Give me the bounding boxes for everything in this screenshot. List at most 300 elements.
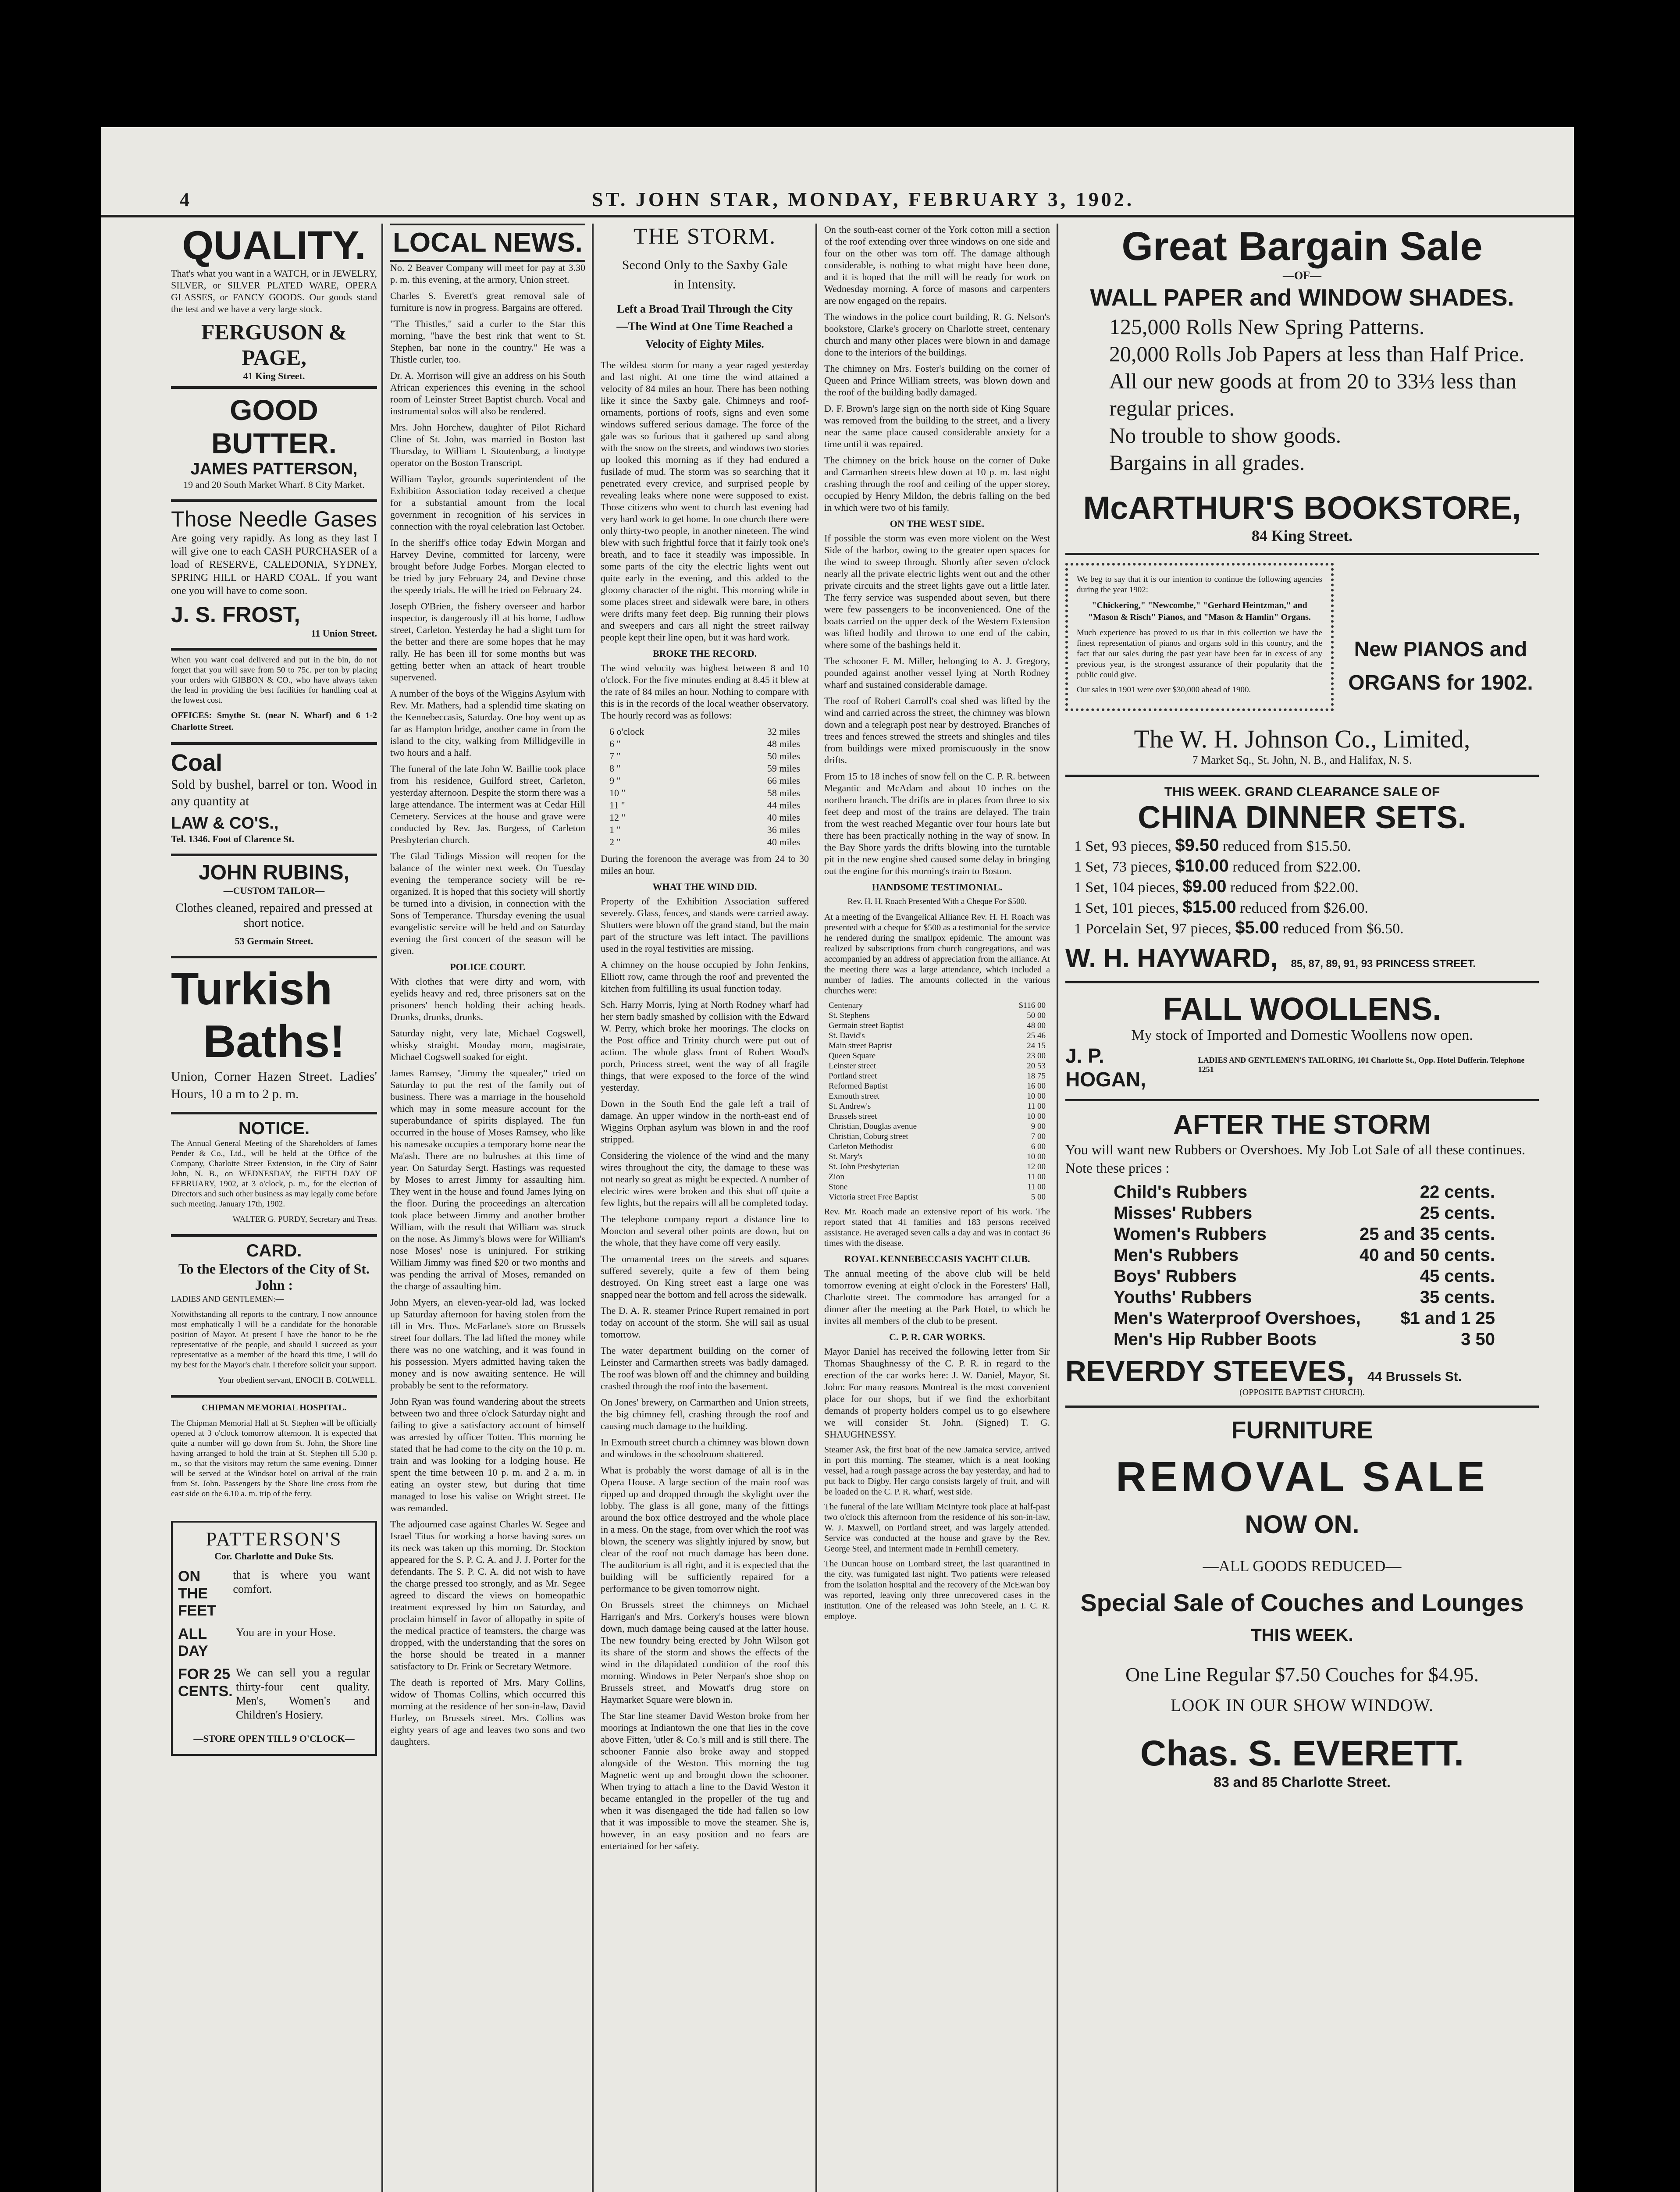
gases-title: Those Needle Gases <box>171 507 377 531</box>
after-storm-sub: You will want new Rubbers or Overshoes. My Job Lot Sale of all these continues. Note these prices : <box>1065 1142 1526 1176</box>
local-news-title: LOCAL NEWS. <box>390 224 585 262</box>
rubber-row-value: 45 cents. <box>1420 1267 1495 1286</box>
wind-row-label: 2 " <box>609 836 621 847</box>
church-row-value: 11 00 <box>1027 1182 1046 1192</box>
china-item-desc: 1 Set, 104 pieces, <box>1074 879 1183 896</box>
everett-name: Chas. S. EVERETT. <box>1140 1733 1464 1773</box>
church-row-label: Main street Baptist <box>829 1041 892 1050</box>
china-top: THIS WEEK. GRAND CLEARANCE SALE OF <box>1164 785 1440 799</box>
column-rule <box>381 224 383 2192</box>
china-title: CHINA DINNER SETS. <box>1138 800 1466 835</box>
wind-row-label: 9 " <box>609 775 621 786</box>
church-row-value: 10 00 <box>1027 1152 1046 1161</box>
news-item: Charles S. Everett's great removal sale of furniture is now in progress. Bargains are offered. <box>390 290 585 313</box>
church-row <box>829 1061 1046 1071</box>
wind-row <box>609 811 800 824</box>
church-row <box>829 1031 1046 1041</box>
china-item-reduced: reduced from $22.00. <box>1228 859 1361 875</box>
church-row-value: 10 00 <box>1027 1092 1046 1101</box>
wind-row-label: 7 " <box>609 751 621 762</box>
china-item-price: $15.00 <box>1182 897 1236 917</box>
pattersons-l3: FOR 25 CENTS. <box>178 1666 233 1700</box>
newspaper-page <box>101 127 1574 2192</box>
news-item: The Duncan house on Lombard street, the last quarantined in the city, was fumigated last night. Two patients were released from the isolation hospital and the recovery of the McEwan boy was reported, leaving only three unrecovered cases in the institution. One of the released was John Steele, an I. C. R. employe. <box>824 1559 1050 1621</box>
column-storm <box>601 224 809 1856</box>
bargain-line: All our new goods at from 20 to 33⅓ less than regular prices. <box>1109 369 1517 420</box>
bargain-line: 125,000 Rolls New Spring Patterns. <box>1109 314 1425 339</box>
storm-para: The wildest storm for many a year raged yesterday and last night. At one time the wind attained a velocity of 84 miles an hour. There has been nothing like it since the Saxby gale. Chimneys and roof-ornaments, portions of roofs, signs and even some windows suffered serious damage. The force of the gale was so furious that it gathered up sand along with the snow on the streets, and windows two stories up looked this morning as if they had endured a fusilade of mud. The storm was so searching that it penetrated every crevice, and surprised people by revealing leaks where none were supposed to exist. Those citizens who went to church last evening had very hard work to get home. In one church there were only thirty-two people, in another nineteen. The wind blew with such frightful force that it fairly took one's breath, and to face it steadily was impossible. In some parts of the city the electric lights went out quite early in the evening, and this added to the gloomy character of the night. This morning while in some places street and sidewalk were bare, in others were drifts many feet deep. Big running their plows and sweepers and cars all night the street railway people kept their line open, but it was hard work. <box>601 359 809 643</box>
yacht-heading: ROYAL KENNEBECCASIS YACHT CLUB. <box>844 1253 1030 1264</box>
steeves-addr: 44 Brussels St. <box>1367 1370 1462 1384</box>
rubber-list <box>1065 1177 1539 1354</box>
column-local-news <box>390 224 585 1752</box>
bargain-subhead: WALL PAPER and WINDOW SHADES. <box>1090 285 1514 311</box>
wind-row-label: 1 " <box>609 824 621 835</box>
pattersons-t2: You are in your Hose. <box>236 1626 336 1639</box>
church-row-value: 11 00 <box>1027 1172 1046 1181</box>
column-rule <box>592 224 594 2192</box>
church-row-value: 10 00 <box>1027 1112 1046 1121</box>
masthead: ST. JOHN STAR, MONDAY, FEBRUARY 3, 1902. <box>592 188 1135 210</box>
turkish-title-1: Turkish <box>171 964 332 1014</box>
wind-heading: WHAT THE WIND DID. <box>652 881 757 892</box>
court-item: John Ryan was found wandering about the streets between two and three o'clock Saturday night and failing to give a satisfactory account of himself was arrested by officer Totten. This morning he stated that he had come to the city on the 10 p. m. train and was looking for a lodging house. He spent the time between 10 p. m. and 2 a. m. in eating an oyster stew, but during that time managed to lose his valise on Wright street. He was remanded. <box>390 1396 585 1513</box>
steeves-name: REVERDY STEEVES, <box>1065 1355 1355 1387</box>
rubber-row-label: Men's Waterproof Overshoes, <box>1114 1309 1361 1328</box>
storm-para: The wind velocity was highest between 8 and 10 o'clock. For the five minutes ending at 8.45 it blew at the rate of 84 miles an hour. Nothing to compare with this is in the records of the local weather observatory. The hourly record was as follows: <box>601 662 809 721</box>
cpr-heading: C. P. R. CAR WORKS. <box>889 1331 985 1342</box>
west-side-heading: ON THE WEST SIDE. <box>890 518 985 529</box>
news-item: The funeral of the late John W. Baillie took place from his residence, Guilford street, Carleton, yesterday afternoon. Despite the storm there was a large attendance. The interment was at Cedar Hill Cemetery. Services at the house and grave were conducted by Rev. Jas. Burgess, of Carleton Presbyterian church. <box>390 763 585 845</box>
wind-row-value: 50 miles <box>767 751 800 762</box>
storm-para: The telephone company report a distance line to Moncton and several other points are down, but on the whole, that they have come off very easily. <box>601 1213 809 1248</box>
butter-title: GOOD BUTTER. <box>211 394 337 459</box>
rubber-row <box>1114 1245 1495 1266</box>
storm-para: The ornamental trees on the streets and squares suffered severely, quite a few of them being destroyed. On King street east a large one was snapped near the bottom and fell across the sidewalk. <box>601 1253 809 1300</box>
storm-para: Down in the South End the gale left a trail of damage. An upper window in the north-east end of Wiggins Orphan asylum was blown in and the roof stripped. <box>601 1098 809 1145</box>
church-row-value: 16 00 <box>1027 1082 1046 1091</box>
card-heading: To the Electors of the City of St. John : <box>178 1261 370 1293</box>
rubber-row-label: Boys' Rubbers <box>1114 1267 1237 1286</box>
china-item-price: $9.50 <box>1175 836 1219 855</box>
frost-addr: 11 Union Street. <box>311 628 377 639</box>
wind-row-label: 10 " <box>609 787 626 798</box>
card-sign: Your obedient servant, ENOCH B. COLWELL. <box>218 1376 377 1385</box>
rubber-row-value: 25 cents. <box>1420 1203 1495 1223</box>
rubber-row-value: 3 50 <box>1461 1330 1495 1349</box>
rubber-row-value: 25 and 35 cents. <box>1359 1224 1495 1244</box>
rubber-row-value: 22 cents. <box>1420 1182 1495 1202</box>
frost-name: J. S. FROST, <box>171 602 300 627</box>
wind-row <box>609 787 800 799</box>
church-row-value: 23 00 <box>1027 1051 1046 1060</box>
piano-text-3: Our sales in 1901 were over $30,000 ahead of 1900. <box>1077 685 1251 694</box>
news-item: The funeral of the late William McIntyre took place at half-past two o'clock this afternoon from the residence of his son-in-law, W. J. Maxwell, on Portland street, and was largely attended. Service was conducted at the house and grave by the Rev. George Steel, and interment made in Fernhill cemetery. <box>824 1502 1050 1554</box>
china-item <box>1074 877 1539 897</box>
cpr-para: Mayor Daniel has received the following letter from Sir Thomas Shaughnessy of the C. P. R. in regard to the erection of the car works here: J. W. Daniel, Mayor, St. John: For many reasons Montreal is the most convenient place for our shops, but if we find the exhorbitant demands of property holders compel us to go elsewhere we will consider St. John. (Signed) T. G. SHAUGHNESSY. <box>824 1346 1050 1440</box>
china-item-reduced: reduced from $22.00. <box>1226 879 1359 896</box>
storm-subhead-1: Second Only to the Saxby Gale in Intensity. <box>622 258 788 292</box>
all-goods-reduced: —ALL GOODS REDUCED— <box>1203 1557 1402 1575</box>
church-row-label: Germain street Baptist <box>829 1021 904 1030</box>
news-item: William Taylor, grounds superintendent of the Exhibition Association today received a cheque for a substantial amount from the local government in recognition of his services in connection with the royal celebration last October. <box>390 473 585 532</box>
church-row-value: $116 00 <box>1018 1001 1046 1010</box>
china-list <box>1065 836 1539 939</box>
church-row-label: Exmouth street <box>829 1092 879 1101</box>
testimonial-para: Rev. Mr. Roach made an extensive report of his work. The report stated that 41 families and 183 persons received assistance. He averaged seven calls a day and was in contact 36 times with the disease. <box>824 1207 1050 1248</box>
testimonial-heading: HANDSOME TESTIMONIAL. <box>872 882 1003 893</box>
turkish-text: Union, Corner Hazen Street. Ladies' Hours, 10 a m to 2 p. m. <box>171 1069 377 1101</box>
church-table <box>829 1000 1046 1202</box>
news-item: Mrs. John Horchew, daughter of Pilot Richard Cline of St. John, was married in Boston last Thursday, to William I. Stoutenburg, a linotype operator on the Boston Transcript. <box>390 422 585 468</box>
rubber-row <box>1114 1287 1495 1308</box>
storm-subhead-2: Left a Broad Trail Through the City —The Wind at One Time Reached a Velocity of Eighty Miles. <box>616 302 793 350</box>
china-item <box>1074 856 1539 877</box>
wind-row-label: 8 " <box>609 763 621 774</box>
china-item <box>1074 836 1539 856</box>
church-row-value: 20 53 <box>1027 1061 1046 1071</box>
notice-title: NOTICE. <box>238 1119 310 1138</box>
church-row <box>829 1132 1046 1142</box>
rubins-name: JOHN RUBINS, <box>198 861 350 884</box>
wind-row <box>609 738 800 750</box>
church-row-value: 12 00 <box>1027 1162 1046 1171</box>
church-row-label: St. Stephens <box>829 1011 870 1020</box>
law-firm: LAW & CO'S., <box>171 814 279 833</box>
china-item-desc: 1 Set, 73 pieces, <box>1074 859 1175 875</box>
chipman-title: CHIPMAN MEMORIAL HOSPITAL. <box>201 1403 347 1413</box>
storm-para: The windows in the police court building, R. G. Nelson's bookstore, Clarke's grocery on Charlotte street, centenary church and many other places were blown in and damage done to the interiors of the buildings. <box>824 311 1050 358</box>
record-heading: BROKE THE RECORD. <box>652 648 757 659</box>
china-item-desc: 1 Set, 101 pieces, <box>1074 900 1183 916</box>
storm-title: THE STORM. <box>633 224 776 249</box>
johnson-addr: 7 Market Sq., St. John, N. B., and Halifax, N. S. <box>1192 754 1412 766</box>
rubber-row <box>1114 1203 1495 1224</box>
storm-para: The chimney on the brick house on the corner of Duke and Carmarthen streets blew down at 10 p. m. last night crashing through the roof and ceiling of the upper storey, occupied by Henry Mildon, the debris falling on the bed in which were two of his family. <box>824 455 1050 513</box>
rubber-row <box>1114 1329 1495 1350</box>
rubber-row <box>1114 1224 1495 1245</box>
rubber-row-value: $1 and 1 25 <box>1400 1309 1495 1328</box>
coal-text: Sold by bushel, barrel or ton. Wood in any quantity at <box>171 777 377 808</box>
wind-row-label: 12 " <box>609 812 626 823</box>
wind-row-value: 44 miles <box>767 800 800 811</box>
rubins-text: Clothes cleaned, repaired and pressed at short notice. <box>175 901 373 930</box>
wind-row <box>609 762 800 775</box>
church-row-label: St. David's <box>829 1031 865 1040</box>
china-item-reduced: reduced from $26.00. <box>1236 900 1368 916</box>
church-row <box>829 1111 1046 1121</box>
storm-para: D. F. Brown's large sign on the north side of King Square was removed from the building to the street, and a livery near the same place caused considerable anxiety for a time until it was repaired. <box>824 403 1050 449</box>
china-item-desc: 1 Porcelain Set, 97 pieces, <box>1074 921 1235 937</box>
court-item: James Ramsey, "Jimmy the squealer," tried on Saturday to put the rest of the family out of business. There was a marriage in the household which may in some measure account for the superabundance of spirits displayed. The fun occurred in the house of Moses Ramsey, who like his namesake occupies a temporary home near the Ma'ash. There are no bulrushes at this time of year. On Saturday Sergt. Hastings was requested by Moses to arrest Jimmy for assaulting him. They went in the house and found James lying on the floor. During the proceedings an altercation took place between Jimmy and another brother William, with the result that William was struck on the nose. As Jimmy's blows were for William's nose Moses' nose is uninjured. For striking William Jimmy was fined $20 or two months and was pending the arrival of Moses, remanded on the charge of assaulting him. <box>390 1068 585 1292</box>
law-addr: Tel. 1346. Foot of Clarence St. <box>171 833 295 844</box>
church-row-value: 7 00 <box>1031 1132 1046 1141</box>
church-row-value: 24 15 <box>1027 1041 1046 1050</box>
column-rule <box>815 224 817 2192</box>
china-item-reduced: reduced from $6.50. <box>1279 921 1404 937</box>
card-title: CARD. <box>246 1241 302 1260</box>
court-item: With clothes that were dirty and worn, with eyelids heavy and red, three prisoners sat on the prisoners' bench holding their aching heads. Drunks, drunks, drunks. <box>390 976 585 1022</box>
storm-para: What is probably the worst damage of all is in the Opera House. A large section of the main roof was ripped up and dropped through the skylight over the lobby. The glass is all gone, many of the fittings around the box office destroyed and the whole place in a mess. On the stage, from over which the roof was blown, the scenery was slightly injured by snow, but clear of the roof not much damage has been done. The auditorium is all right, and it is expected that the building will be sufficiently repaired for a performance to be given tomorrow night. <box>601 1465 809 1594</box>
church-row-label: Centenary <box>829 1001 863 1010</box>
church-row-label: Portland street <box>829 1071 877 1081</box>
wind-table <box>609 726 800 848</box>
quality-text: That's what you want in a WATCH, or in JEWELRY, SILVER, or SILVER PLATED WARE, OPERA GLASSES, or FANCY GOODS. Our goods stand the test and we have a very large stock. <box>171 268 377 314</box>
storm-para: The schooner F. M. Miller, belonging to A. J. Gregory, pounded against another vessel lying at North Rodney wharf and sustained considerable damage. <box>824 655 1050 690</box>
testimonial-subhead: Rev. H. H. Roach Presented With a Cheque For $500. <box>847 897 1027 906</box>
church-row-label: Brussels street <box>829 1112 877 1121</box>
wind-row-label: 6 " <box>609 738 621 749</box>
rubber-row-label: Youths' Rubbers <box>1114 1288 1252 1307</box>
church-row-value: 18 75 <box>1027 1071 1046 1081</box>
quality-addr: 41 King Street. <box>243 370 305 381</box>
mcarthur-title: McARTHUR'S BOOKSTORE, <box>1083 490 1521 526</box>
bargain-of: —OF— <box>1282 269 1322 282</box>
rubber-row-label: Child's Rubbers <box>1114 1182 1248 1202</box>
china-item-price: $9.00 <box>1182 877 1227 896</box>
wind-row-value: 48 miles <box>767 738 800 749</box>
woollens-sub: My stock of Imported and Domestic Woollens now open. <box>1131 1027 1473 1043</box>
china-item-reduced: reduced from $15.50. <box>1219 838 1351 854</box>
rubber-row-label: Men's Rubbers <box>1114 1245 1239 1265</box>
rubber-row-label: Misses' Rubbers <box>1114 1203 1253 1223</box>
pattersons-l1: ON THE FEET <box>178 1568 216 1619</box>
steeves-note: (OPPOSITE BAPTIST CHURCH). <box>1239 1388 1365 1397</box>
turkish-title-2: Baths! <box>203 1016 345 1067</box>
church-row-label: Christian, Coburg street <box>829 1132 908 1141</box>
church-row <box>829 1121 1046 1132</box>
church-row-value: 5 00 <box>1031 1192 1046 1202</box>
wind-row <box>609 775 800 787</box>
coal-notice: When you want coal delivered and put in the bin, do not forget that you will save from 50 to 75c. per ton by placing your orders with GIBBON & CO., who have always taken the lead in providing the best facilities for handling coal at the lowest cost. <box>171 655 377 705</box>
pattersons-t3: We can sell you a regular thirty-four cent quality. Men's, Women's and Children's Hosiery. <box>236 1666 370 1721</box>
church-row-value: 25 46 <box>1027 1031 1046 1040</box>
church-row-label: St. Mary's <box>829 1152 863 1161</box>
china-item-desc: 1 Set, 93 pieces, <box>1074 838 1175 854</box>
column-4 <box>824 224 1050 1626</box>
news-item: A number of the boys of the Wiggins Asylum with Rev. Mr. Mathers, had a splendid time skating on the Kennebeccasis, Saturday. One boy went up as far as Hampton bridge, another came in from the island to the city, walking from Millidgeville in two hours and a half. <box>390 688 585 758</box>
pattersons-foot: —STORE OPEN TILL 9 O'CLOCK— <box>193 1733 355 1744</box>
church-row <box>829 1081 1046 1091</box>
chipman-text: The Chipman Memorial Hall at St. Stephen will be officially opened at 3 o'clock tomorrow afternoon. It is expected that quite a number will go down from St. John, the Shore line having arranged to hold the train at St. Stephen till 5.30 p. m., so that the visitors may return the same evening. Dinner will be served at the Windsor hotel on arrival of the train from St. John. Passengers by the Shore line cross from the east side on the 6.10 a. m. trip of the ferry. <box>171 1419 377 1498</box>
furniture-title: FURNITURE <box>1231 1416 1373 1444</box>
rubber-row-value: 35 cents. <box>1420 1288 1495 1307</box>
church-row-label: Queen Square <box>829 1051 876 1060</box>
bargain-title: Great Bargain Sale <box>1121 224 1483 269</box>
storm-para: The chimney on Mrs. Foster's building on the corner of Queen and Prince William streets, was blown down and the roof of the building badly damaged. <box>824 363 1050 398</box>
everett-addr: 83 and 85 Charlotte Street. <box>1214 1774 1391 1790</box>
storm-para: On the south-east corner of the York cotton mill a section of the roof extending over three windows on one side and four on the other was torn off. The damage although considerable, is nothing to what might have been done, and it is hoped that the mill will be ready for work on Wednesday morning. A force of masons and carpenters are now engaged on the repairs. <box>824 224 1050 306</box>
news-item: Joseph O'Brien, the fishery overseer and harbor inspector, is dangerously ill at his home, Ludlow street, Carleton. Yesterday he had a slight turn for the better and there are some hopes that he may rally. He has been ill for some months but was getting better when an attack of heart trouble supervened. <box>390 601 585 683</box>
court-item: The adjourned case against Charles W. Segee and Israel Titus for working a horse having sores on its neck was taken up this morning. Dr. Stockton appeared for the S. P. C. A. and J. J. Porter for the defendants. The S. P. C. A. did not wish to have the charge pressed too strongly, and as Mr. Segee agreed to discard the views on homeopathic treatment expressed by him on Saturday, and proclaim himself in favor of allopathy in spite of the medical practice of teamsters, the charge was dropped, with the understanding that the sores on the horse should be treated in a manner satisfactory to Dr. Frink or Secretary Wetmore. <box>390 1519 585 1672</box>
rubber-row-label: Women's Rubbers <box>1114 1224 1267 1244</box>
storm-para: In Exmouth street church a chimney was blown down and windows in the schoolroom shattered. <box>601 1437 809 1459</box>
wind-row-value: 36 miles <box>767 824 800 835</box>
butter-firm: JAMES PATTERSON, <box>190 460 358 478</box>
pattersons-addr: Cor. Charlotte and Duke Sts. <box>214 1551 334 1562</box>
removal-title: REMOVAL SALE <box>1116 1453 1488 1500</box>
news-item: Steamer Ask, the first boat of the new Jamaica service, arrived in port this morning. The steamer, which is a neat looking vessel, had a rough passage across the bay yesterday, and had to put back to Digby. Her cargo consists largely of fruit, and will be loaded on the C. P. R. wharf, west side. <box>824 1445 1050 1497</box>
church-row-label: Leinster street <box>829 1061 876 1071</box>
hogan-name: J. P. HOGAN, <box>1065 1044 1146 1091</box>
church-row-label: Zion <box>829 1172 844 1181</box>
church-row <box>829 1182 1046 1192</box>
gases-text: Are going very rapidly. As long as they last I will give one to each CASH PURCHASER of a load of RESERVE, CALEDONIA, SYDNEY, SPRING HILL or HARD COAL. If you want one you will have to come soon. <box>171 533 377 597</box>
wind-row-value: 58 miles <box>767 787 800 798</box>
wind-row-value: 66 miles <box>767 775 800 786</box>
church-row <box>829 1192 1046 1202</box>
bargain-line: No trouble to show goods. <box>1109 423 1342 448</box>
church-row-value: 6 00 <box>1031 1142 1046 1151</box>
mcarthur-addr: 84 King Street. <box>1251 527 1353 544</box>
china-item-price: $5.00 <box>1235 918 1279 937</box>
testimonial-para: At a meeting of the Evangelical Alliance Rev. H. H. Roach was presented with a cheque for $500 as a testimonial for the service he rendered during the smallpox epidemic. The amount was realized by subscriptions from church congregations, and was accompanied by an address of appreciation from the alliance. At the meeting there was a large attendance, which included a number of ladies. The amounts collected in the various churches were: <box>824 912 1050 996</box>
news-item: Dr. A. Morrison will give an address on his South African experiences this evening in the school room of Leinster Street Baptist church. Vocal and instrumental solos will also be rendered. <box>390 370 585 416</box>
hayward-addr: 85, 87, 89, 91, 93 PRINCESS STREET. <box>1291 958 1476 970</box>
church-row <box>829 1152 1046 1162</box>
now-on: NOW ON. <box>1245 1510 1360 1539</box>
wind-row <box>609 726 800 738</box>
pattersons-l2: ALL DAY <box>178 1626 208 1659</box>
wind-row-value: 40 miles <box>767 812 800 823</box>
court-item: John Myers, an eleven-year-old lad, was locked up Saturday afternoon for having stolen from the till in Mrs. Thos. McFarlane's store on Brussels street four dollars. The lad lifted the money while there was no one watching, and it was found in his possession. Myers admitted having taken the money and is now awaiting sentence. He will probably be sent to the reformatory. <box>390 1297 585 1391</box>
piano-new: New PIANOS and ORGANS for 1902. <box>1348 638 1533 694</box>
column-ads <box>1065 224 1539 1790</box>
after-storm-title: AFTER THE STORM <box>1173 1110 1431 1140</box>
news-item: The Glad Tidings Mission will reopen for the balance of the winter next week. On Tuesday evening the temperance society will be re-organized. It is hoped that this society will shortly be turned into a division, in connection with the Sons of Temperance. Thursday evening the usual evangelistic service will be held and on Saturday evening the first concert of the season will be given. <box>390 850 585 956</box>
woollens-title: FALL WOOLLENS. <box>1163 992 1442 1027</box>
rubber-row <box>1114 1266 1495 1287</box>
pattersons-ad <box>171 1521 377 1756</box>
piano-list: "Chickering," "Newcombe," "Gerhard Heintzman," and "Mason & Risch" Pianos, and "Mason & Hamlin" Organs. <box>1088 601 1311 622</box>
church-row-label: Carleton Methodist <box>829 1142 893 1151</box>
storm-para: If possible the storm was even more violent on the West Side of the harbor, owing to the greater open spaces for the wind to sweep through. Shortly after seven o'clock nearly all the private electric lights went out and the other private circuits and the street lights gave out a little later. The ferry service was suspended about seven, but there were few passengers to be inconvenienced. One of the boats carried on the upper deck of the Western Extension was lifted bodily and thrown to one end of the cabin, where some of the bashings held it. <box>824 533 1050 650</box>
church-row-label: St. Andrew's <box>829 1102 871 1111</box>
storm-para: The Star line steamer David Weston broke from her moorings at Indiantown the one that lies in the cove above Fitten, 'utler & Co.'s mill and is still there. The schooner Fannie also broke away and stopped alongside of the Weston. This morning the tug Magnetic went up and brought down the schooner. When trying to attach a line to the David Weston it became entangled in the propeller of the tug and when it was disengaged the tide had fallen so low that it was impossible to move the steamer. She is, however, in an easy position and no fears are entertained for her safety. <box>601 1710 809 1851</box>
rubins-addr: 53 Germain Street. <box>235 936 313 947</box>
church-row-label: Reformed Baptist <box>829 1082 888 1091</box>
notice-text: The Annual General Meeting of the Shareholders of James Pender & Co., Ltd., will be held at the Office of the Company, Charlotte Street Extension, in the City of Saint John, N. B., on WEDNESDAY, the FIFTH DAY OF FEBRUARY, 1902, at 3 o'clock, p. m., for the election of Directors and such other business as may legally come before such meeting. January 17th, 1902. <box>171 1139 377 1209</box>
church-row <box>829 1041 1046 1051</box>
wind-row <box>609 824 800 836</box>
china-item-price: $10.00 <box>1175 856 1229 875</box>
piano-text-2: Much experience has proved to us that in this collection we have the finest representation of pianos and organs sold in this country, and the fact that our sales during the past year have been far in excess of any previous year, is the strongest assurance of their popularity that the public could give. <box>1077 628 1322 680</box>
storm-para: The roof of Robert Carroll's coal shed was lifted by the wind and carried across the street, the chimney was blown down and a telegraph post near by destroyed. Branches of trees and fences strewed the streets and shingles and tiles from buildings were mixed promiscuously in the snow drifts. <box>824 695 1050 765</box>
page-header <box>101 184 1574 217</box>
church-row-label: Stone <box>829 1182 848 1192</box>
police-court-heading: POLICE COURT. <box>450 961 526 972</box>
storm-para: The D. A. R. steamer Prince Rupert remained in port today on account of the storm. She will sail as usual tomorrow. <box>601 1305 809 1340</box>
coal-title: Coal <box>171 750 223 776</box>
pattersons-t1: that is where you want comfort. <box>233 1569 370 1595</box>
news-item: In the sheriff's office today Edwin Morgan and Harvey Devine, committed for larceny, were brought before Judge Forbes. Morgan elected to be tried by jury February 24, and Devine chose the speedy trials. He will be tried on February 24. <box>390 537 585 595</box>
wind-row-label: 6 o'clock <box>609 726 644 737</box>
storm-para: During the forenoon the average was from 24 to 30 miles an hour. <box>601 853 809 876</box>
news-item: "The Thistles," said a curler to the Star this morning, "have the best rink that went to St. Stephen, bar none in the country." He was a Thistle curler, too. <box>390 318 585 365</box>
butter-addr: 19 and 20 South Market Wharf. 8 City Market. <box>183 479 365 490</box>
piano-ad <box>1065 563 1539 711</box>
couch-offer: One Line Regular $7.50 Couches for $4.95. <box>1125 1663 1479 1686</box>
rubber-row <box>1114 1181 1495 1203</box>
church-row-value: 11 00 <box>1027 1102 1046 1111</box>
rubber-row-label: Men's Hip Rubber Boots <box>1114 1330 1317 1349</box>
church-row <box>829 1000 1046 1011</box>
church-row-label: Victoria street Free Baptist <box>829 1192 918 1202</box>
wind-row-label: 11 " <box>609 800 625 811</box>
china-item <box>1074 918 1539 939</box>
couches-heading: Special Sale of Couches and Lounges <box>1080 1589 1524 1616</box>
show-window: LOOK IN OUR SHOW WINDOW. <box>1171 1695 1434 1715</box>
church-row-value: 9 00 <box>1031 1122 1046 1131</box>
storm-para: On Brussels street the chimneys on Michael Harrigan's and Mrs. Corkery's houses were blown down, much damage being caused at the latter house. The new foundry being erected by John Wilson got its share of the storm and shows the effects of the wind in the dilapidated condition of the roof this morning. Windows in Peter Nerpan's shoe shop on Brussels street, and Mowatt's drug store on Haymarket Square were blown in. <box>601 1599 809 1705</box>
china-item <box>1074 897 1539 918</box>
this-week: THIS WEEK. <box>1251 1626 1353 1645</box>
column-rule <box>1057 224 1058 2192</box>
johnson-title: The W. H. Johnson Co., Limited, <box>1134 725 1470 753</box>
hogan-addr: LADIES AND GENTLEMEN'S TAILORING, 101 Charlotte St., Opp. Hotel Dufferin. Telephone 1251 <box>1198 1056 1525 1074</box>
news-item: No. 2 Beaver Company will meet for pay at 3.30 p. m. this evening, at the armory, Union street. <box>390 262 585 285</box>
storm-para: On Jones' brewery, on Carmarthen and Union streets, the big chimney fell, crashing through the roof and causing much damage to the building. <box>601 1397 809 1431</box>
church-row <box>829 1091 1046 1101</box>
piano-text: We beg to say that it is our intention to continue the following agencies during the year 1902: <box>1077 575 1322 594</box>
church-row-label: Christian, Douglas avenue <box>829 1122 917 1131</box>
quality-firm: FERGUSON & PAGE, <box>201 320 347 370</box>
rubber-row-value: 40 and 50 cents. <box>1359 1245 1495 1265</box>
coal-offices: OFFICES: Smythe St. (near N. Wharf) and 6 1-2 Charlotte Street. <box>171 711 377 732</box>
church-row <box>829 1071 1046 1081</box>
yacht-para: The annual meeting of the above club will be held tomorrow evening at eight o'clock in the Foresters' Hall, Charlotte street. The commodore has arranged for a dinner after the meeting at the Park Hotel, to which he invites all members of the club to be present. <box>824 1268 1050 1326</box>
wind-row <box>609 750 800 762</box>
storm-para: From 15 to 18 inches of snow fell on the C. P. R. between Megantic and McAdam and about 10 inches on the northern branch. The drifts are in places from three to six feet deep and most of the trains are delayed. The train from the west reached Megantic over four hours late but there has been practically nothing in the way of snow. In the Bay Shore yards the drifts blowing into the turntable pit in the new engine shed caused some delay in bringing out the engine for this morning's train to Boston. <box>824 771 1050 876</box>
rubins-sub: —CUSTOM TAILOR— <box>223 885 325 896</box>
church-row-value: 50 00 <box>1027 1011 1046 1020</box>
wind-row <box>609 836 800 848</box>
church-row <box>829 1162 1046 1172</box>
quality-title: QUALITY. <box>182 224 366 268</box>
church-row-value: 48 00 <box>1027 1021 1046 1030</box>
pattersons-title: PATTERSON'S <box>206 1528 342 1550</box>
storm-para: Considering the violence of the wind and the many wires throughout the city, the damage to these was not nearly so great as might be expected. A number of electric wires were broken and this shut off quite a few lights, but the repairs will all be completed today. <box>601 1150 809 1208</box>
court-item: Saturday night, very late, Michael Cogswell, whisky straight. Monday morn, magistrate, Michael Cogswell soaked for eight. <box>390 1028 585 1062</box>
church-row <box>829 1142 1046 1152</box>
page-number: 4 <box>180 189 189 210</box>
column-1 <box>171 224 377 1756</box>
rubber-row <box>1114 1308 1495 1329</box>
wind-row <box>609 799 800 811</box>
wind-row-value: 32 miles <box>767 726 800 737</box>
card-salute: LADIES AND GENTLEMEN:— <box>171 1295 284 1304</box>
notice-sign: WALTER G. PURDY, Secretary and Treas. <box>232 1215 377 1224</box>
church-row <box>829 1051 1046 1061</box>
card-text: Notwithstanding all reports to the contrary, I now announce most emphatically I will be a candidate for the honorable position of Mayor. At present I have the honor to be the representative of the people, and should I succeed as your representative as a member of the board this time, I will do my best for the Mayor's chair. I therefore solicit your support. <box>171 1310 377 1370</box>
church-row <box>829 1172 1046 1182</box>
wind-row-value: 59 miles <box>767 763 800 774</box>
church-row <box>829 1011 1046 1021</box>
bargain-line: Bargains in all grades. <box>1109 450 1305 475</box>
church-row-label: St. John Presbyterian <box>829 1162 899 1171</box>
church-row <box>829 1101 1046 1111</box>
hayward-name: W. H. HAYWARD, <box>1065 943 1278 973</box>
news-item: The death is reported of Mrs. Mary Collins, widow of Thomas Collins, which occurred this morning at the residence of her son-in-law, David Hurley, on Brussels street. Mrs. Collins was eighty years of age and leaves two sons and two daughters. <box>390 1677 585 1747</box>
wind-row-value: 40 miles <box>767 836 800 847</box>
storm-para: A chimney on the house occupied by John Jenkins, Elliott row, came through the roof and prevented the kitchen from fulfilling its usual function today. <box>601 959 809 994</box>
storm-para: Sch. Harry Morris, lying at North Rodney wharf had her stern badly smashed by collision with the Edward W. Perry, which broke her moorings. The clocks on the Post office and Trinity church were put out of action. The whole glass front of Robert Wood's porch, Princess street, went the way of all fragile things, that were exposed to the force of the wind yesterday. <box>601 999 809 1093</box>
storm-para: The water department building on the corner of Leinster and Carmarthen streets was badly damaged. The roof was blown off and the chimney and building crashed through the roof into the basement. <box>601 1345 809 1391</box>
storm-para: Property of the Exhibition Association suffered severely. Glass, fences, and stands were carried away. Shutters were blown off the grand stand, but the main part of the structure was left intact. The pavillions used in the royal festivities are missing. <box>601 896 809 954</box>
piano-box <box>1065 563 1334 711</box>
bargain-line: 20,000 Rolls Job Papers at less than Half Price. <box>1109 342 1525 366</box>
church-row <box>829 1021 1046 1031</box>
